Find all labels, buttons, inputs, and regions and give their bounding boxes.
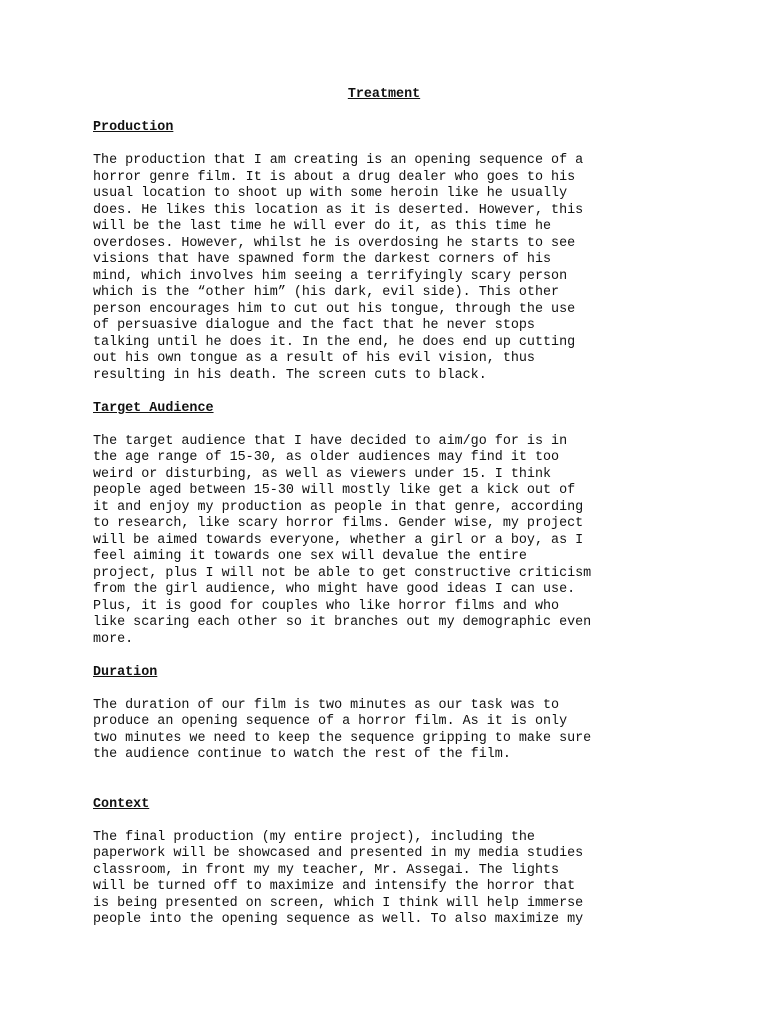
paragraph-line: talking until he does it. In the end, he does end up cutting <box>93 334 576 350</box>
paragraph-line: from the girl audience, who might have good ideas I can use. <box>93 582 576 597</box>
paragraph-line: feel aiming it towards one sex will devalue the entire <box>93 549 527 564</box>
paragraph-line: weird or disturbing, as well as viewers under 15. I think <box>93 466 552 482</box>
document-body <box>93 87 693 929</box>
paragraph-line: The target audience that I have decided to aim/go for is in <box>93 433 568 449</box>
paragraph-line: overdoses. However, whilst he is overdosing he starts to see <box>93 235 576 251</box>
paragraph-line: which is the “other him” (his dark, evil side). This other <box>93 285 560 300</box>
paragraph-line: The duration of our film is two minutes as our task was to <box>93 697 560 713</box>
paragraph-line: is being presented on screen, which I think will help immerse <box>93 895 584 911</box>
paragraph-line: the audience continue to watch the rest of the film. <box>93 747 511 762</box>
spacer <box>93 137 693 154</box>
paragraph-line: people aged between 15-30 will mostly like get a kick out of <box>93 483 576 498</box>
paragraph-line: it and enjoy my production as people in that genre, according <box>93 499 584 515</box>
paragraph-line: like scaring each other so it branches out my demographic even <box>93 615 592 630</box>
paragraph-line: does. He likes this location as it is deserted. However, this <box>93 202 584 218</box>
paragraph-line: will be aimed towards everyone, whether a girl or a boy, as I <box>93 532 584 548</box>
paragraph-line: person encourages him to cut out his tongue, through the use <box>93 301 576 317</box>
document-title: Treatment <box>347 87 421 102</box>
paragraph-line: produce an opening sequence of a horror film. As it is only <box>93 714 568 729</box>
paragraph-line: people into the opening sequence as well. To also maximize my <box>93 912 584 927</box>
section-paragraph-duration <box>93 698 693 764</box>
paragraph-line: of persuasive dialogue and the fact that he never stops <box>93 318 535 333</box>
paragraph-line: paperwork will be showcased and presented in my media studies <box>93 846 584 861</box>
section-paragraph-target-audience <box>93 434 693 649</box>
paragraph-line: two minutes we need to keep the sequence gripping to make sure <box>93 730 592 746</box>
spacer <box>93 417 693 434</box>
spacer <box>93 104 693 121</box>
section-heading-target-audience: Target Audience <box>93 400 214 416</box>
paragraph-line: the age range of 15-30, as older audiences may find it too <box>93 450 560 465</box>
spacer <box>93 384 693 401</box>
paragraph-line: more. <box>93 631 134 647</box>
paragraph-line: The production that I am creating is an opening sequence of a <box>93 153 584 168</box>
spacer <box>93 764 693 797</box>
paragraph-line: will be turned off to maximize and intensify the horror that <box>93 879 576 894</box>
paragraph-line: out his own tongue as a result of his evil vision, thus <box>93 351 535 366</box>
section-heading-production: Production <box>93 120 174 135</box>
section-paragraph-context <box>93 830 693 929</box>
paragraph-line: will be the last time he will ever do it, as this time he <box>93 219 552 234</box>
section-heading-duration: Duration <box>93 664 158 680</box>
paragraph-line: usual location to shoot up with some heroin like he usually <box>93 186 568 201</box>
paragraph-line: resulting in his death. The screen cuts to black. <box>93 367 487 383</box>
paragraph-line: mind, which involves him seeing a terrifyingly scary person <box>93 268 568 284</box>
spacer <box>93 813 693 830</box>
paragraph-line: to research, like scary horror films. Gender wise, my project <box>93 516 584 531</box>
paragraph-line: classroom, in front my my teacher, Mr. Assegai. The lights <box>93 862 560 878</box>
spacer <box>93 681 693 698</box>
section-paragraph-production <box>93 153 693 384</box>
paragraph-line: The final production (my entire project), including the <box>93 829 535 845</box>
paragraph-line: project, plus I will not be able to get constructive criticism <box>93 565 592 581</box>
paragraph-line: visions that have spawned form the darkest corners of his <box>93 252 552 267</box>
paragraph-line: horror genre film. It is about a drug dealer who goes to his <box>93 169 576 185</box>
paragraph-line: Plus, it is good for couples who like horror films and who <box>93 598 560 614</box>
spacer <box>93 648 693 665</box>
section-heading-context: Context <box>93 796 150 812</box>
